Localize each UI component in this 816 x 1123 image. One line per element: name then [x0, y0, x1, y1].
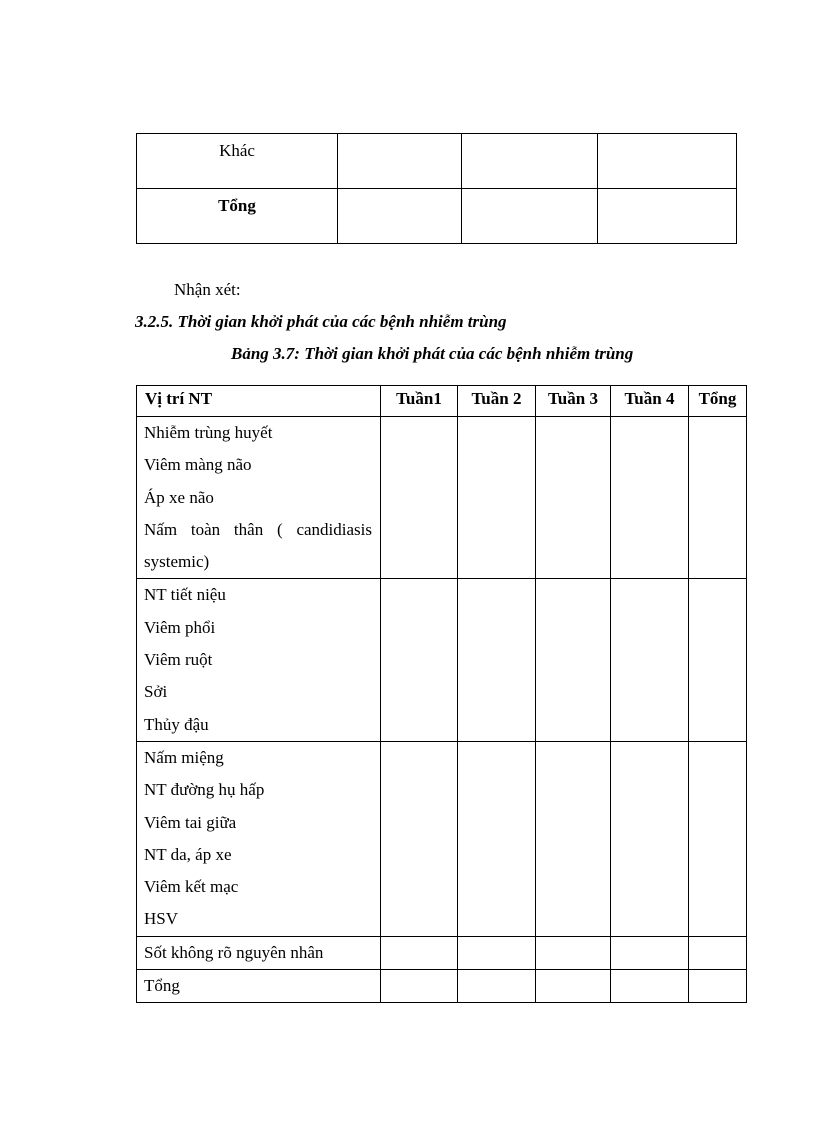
- table-cell: [598, 134, 737, 189]
- table-row: [137, 936, 747, 969]
- site-item: Sởi: [144, 682, 168, 702]
- site-item: Áp xe não: [144, 487, 214, 507]
- site-item: Viêm phổi: [144, 617, 216, 637]
- table-row: [137, 189, 737, 244]
- header-week-1: Tuần1: [381, 386, 458, 417]
- table-cell: [689, 741, 747, 936]
- row-label-total: Tổng: [137, 189, 338, 244]
- site-item: NT tiết niệu: [144, 585, 226, 605]
- site-group-1: [137, 417, 381, 579]
- table-row: [137, 579, 747, 741]
- site-item: NT đường hụ hấp: [144, 780, 265, 800]
- table-cell: [536, 936, 611, 969]
- onset-time-table: [136, 385, 747, 1003]
- table-cell: [458, 741, 536, 936]
- table-cell: [462, 189, 598, 244]
- header-total: Tổng: [689, 386, 747, 417]
- table-cell: [689, 579, 747, 741]
- table-cell: [536, 579, 611, 741]
- table-cell: [381, 970, 458, 1003]
- site-item: Nhiễm trùng huyết: [144, 423, 273, 442]
- table-cell: [338, 134, 462, 189]
- header-week-4: Tuần 4: [611, 386, 689, 417]
- site-item: Thủy đậu: [144, 714, 209, 734]
- remarks-label: Nhận xét:: [174, 280, 241, 299]
- header-week-2: Tuần 2: [458, 386, 536, 417]
- table-cell: [536, 417, 611, 579]
- table-cell: [611, 579, 689, 741]
- table-cell: [611, 970, 689, 1003]
- table-row: [137, 970, 747, 1003]
- site-item: systemic): [144, 552, 210, 572]
- table-cell: [611, 417, 689, 579]
- table-cell: [462, 134, 598, 189]
- site-item: Nấm toàn thân ( candidiasis: [144, 519, 372, 539]
- table-cell: [381, 741, 458, 936]
- table-cell: [458, 970, 536, 1003]
- table-cell: [611, 936, 689, 969]
- table-cell: [458, 936, 536, 969]
- header-week-3: Tuần 3: [536, 386, 611, 417]
- table-cell: [381, 417, 458, 579]
- table-cell: [381, 936, 458, 969]
- table-header-row: [137, 386, 747, 417]
- site-item: Viêm ruột: [144, 650, 213, 670]
- section-heading: 3.2.5. Thời gian khởi phát của các bệnh nhiễm trùng: [135, 312, 507, 331]
- table-cell: [689, 417, 747, 579]
- table-cell: [536, 970, 611, 1003]
- site-item: Sốt không rõ nguyên nhân: [144, 942, 324, 962]
- table-cell: [689, 936, 747, 969]
- table-cell: [689, 970, 747, 1003]
- site-item: HSV: [144, 909, 179, 929]
- table-cell: [381, 579, 458, 741]
- site-item: Viêm màng não: [144, 455, 252, 475]
- site-item: Viêm kết mạc: [144, 877, 239, 897]
- header-site: Vị trí NT: [137, 386, 381, 417]
- site-group-3: [137, 741, 381, 936]
- site-item: Tổng: [144, 976, 180, 996]
- table-cell: [598, 189, 737, 244]
- table-cell: [536, 741, 611, 936]
- table-cell: [338, 189, 462, 244]
- table-row: [137, 134, 737, 189]
- table-caption: Bảng 3.7: Thời gian khởi phát của các bệnh nhiễm trùng: [231, 344, 634, 363]
- site-item: Nấm miệng: [144, 747, 224, 767]
- site-group-2: [137, 579, 381, 741]
- table-cell: [611, 741, 689, 936]
- table-row: [137, 741, 747, 936]
- top-table: [136, 133, 737, 244]
- site-group-4: [137, 936, 381, 969]
- site-group-total: [137, 970, 381, 1003]
- site-item: Viêm tai giữa: [144, 812, 237, 832]
- table-cell: [458, 579, 536, 741]
- table-row: [137, 417, 747, 579]
- site-item: NT da, áp xe: [144, 844, 232, 864]
- table-cell: [458, 417, 536, 579]
- row-label-other: Khác: [137, 134, 338, 189]
